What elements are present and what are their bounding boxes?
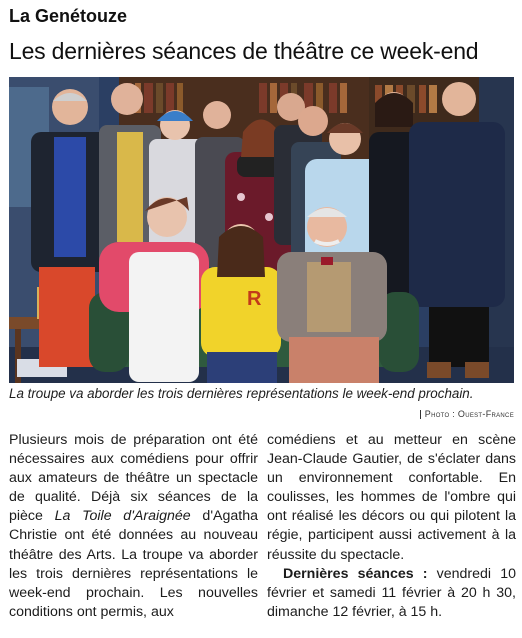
article-headline: Les dernières séances de théâtre ce week-end	[9, 38, 479, 64]
article-column-2	[267, 431, 516, 622]
credit-divider	[420, 410, 421, 419]
schedule-lead: Dernières séances :	[283, 565, 428, 582]
article-paragraph-continued: comédiens et au metteur en scène Jean-Claude Gautier, de s'éclater dans un environnement confortable. En coulisses, les hommes de l'ombre qui ont réalisé les décors ou qui pilotent la régie, participent aussi activement à la réussite du spectacle.	[267, 432, 516, 563]
article-paragraph	[9, 431, 258, 622]
locality-heading: La Genétouze	[9, 6, 128, 26]
credit-text: Photo : Ouest-France	[424, 409, 514, 419]
schedule-paragraph	[267, 565, 516, 622]
group-photo	[9, 77, 514, 383]
photo-credit	[420, 409, 514, 419]
paragraph-text-start: Plusieurs mois de préparation ont été nécessaires aux comédiens pour offrir aux amateurs de théâtre un spectacle de qualité. Déjà six séances de la pièce	[9, 432, 258, 525]
photo-caption: La troupe va aborder les trois dernières représentations le week-end prochain.	[9, 386, 474, 401]
paragraph-text-end: d'Agatha Christie ont été données au nouveau théâtre des Arts. La troupe va aborder les trois dernières représentations le week-end prochain. Les nouvelles conditions ont permis, aux	[9, 508, 258, 620]
svg-text:R: R	[247, 288, 262, 310]
schedule-text: vendredi 10 février et samedi 11 février à 20 h 30, dimanche 12 février, à 15 h.	[267, 565, 517, 620]
play-title: La Toile d'Araignée	[54, 508, 191, 525]
article-column-1	[9, 431, 258, 622]
